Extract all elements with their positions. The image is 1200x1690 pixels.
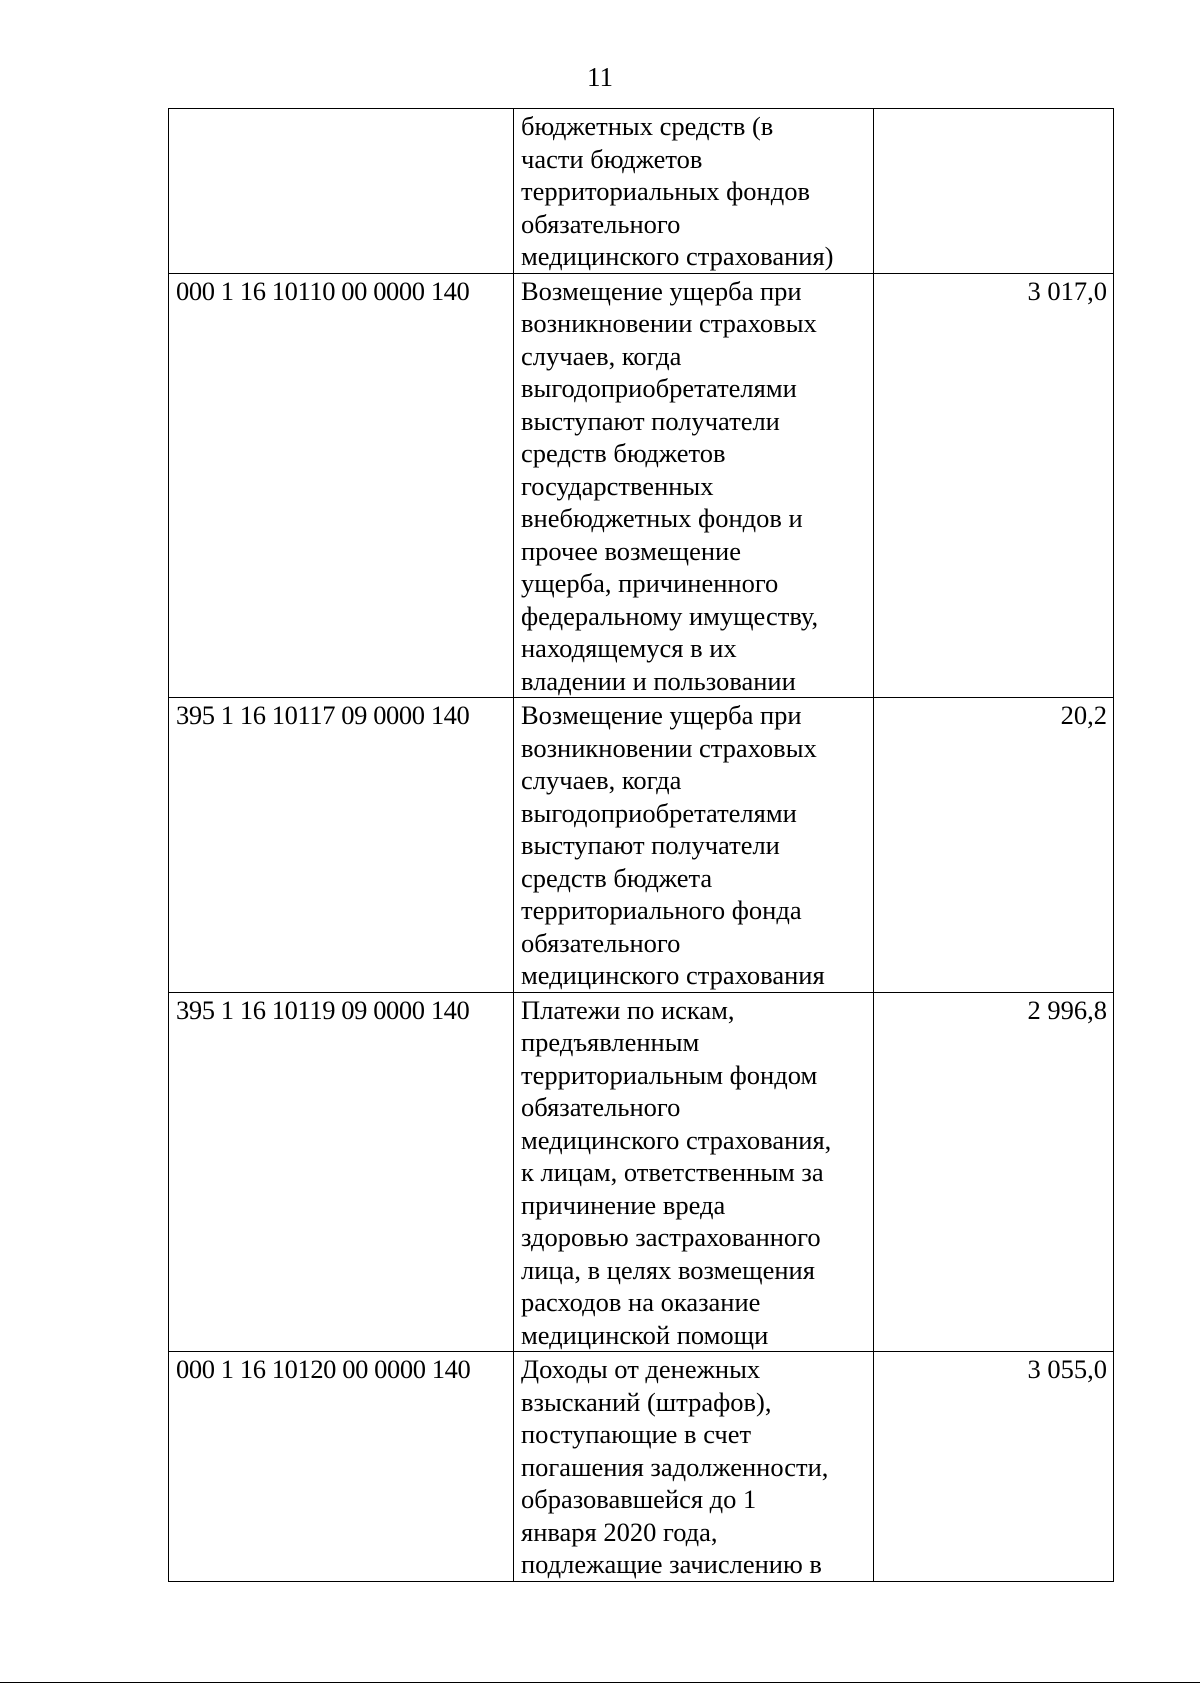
amount-cell: 2 996,8 xyxy=(874,992,1114,1352)
revenue-name-cell: бюджетных средств (в части бюджетов территориальных фондов обязательного медицинского страхования) xyxy=(514,109,874,274)
revenue-table xyxy=(168,108,1114,1582)
table-row xyxy=(169,109,1114,274)
page-number: 11 xyxy=(587,62,613,92)
amount-cell xyxy=(874,109,1114,274)
revenue-name-cell: Возмещение ущерба при возникновении страховых случаев, когда выгодоприобретателями выступают получатели средств бюджетов государственных внебюджетных фондов и прочее возмещение ущерба, причиненного федеральному имуществу, находящемуся в их владении и пользовании xyxy=(514,273,874,698)
table-row xyxy=(169,698,1114,993)
amount-cell: 20,2 xyxy=(874,698,1114,993)
budget-code-cell: 000 1 16 10120 00 0000 140 xyxy=(169,1352,514,1582)
budget-code-cell xyxy=(169,109,514,274)
table-row xyxy=(169,273,1114,698)
budget-code-cell: 000 1 16 10110 00 0000 140 xyxy=(169,273,514,698)
budget-code-cell: 395 1 16 10117 09 0000 140 xyxy=(169,698,514,993)
amount-cell: 3 017,0 xyxy=(874,273,1114,698)
revenue-name-cell: Платежи по искам, предъявленным территориальным фондом обязательного медицинского страхования, к лицам, ответственным за причинение вреда здоровью застрахованного лица, в целях возмещения расходов на оказание медицинской помощи xyxy=(514,992,874,1352)
table-row xyxy=(169,992,1114,1352)
amount-cell: 3 055,0 xyxy=(874,1352,1114,1582)
bottom-rule xyxy=(0,1682,1200,1683)
revenue-name-cell: Доходы от денежных взысканий (штрафов), поступающие в счет погашения задолженности, образовавшейся до 1 января 2020 года, подлежащие зачислению в xyxy=(514,1352,874,1582)
revenue-name-cell: Возмещение ущерба при возникновении страховых случаев, когда выгодоприобретателями выступают получатели средств бюджета территориального фонда обязательного медицинского страхования xyxy=(514,698,874,993)
table-row xyxy=(169,1352,1114,1582)
budget-code-cell: 395 1 16 10119 09 0000 140 xyxy=(169,992,514,1352)
